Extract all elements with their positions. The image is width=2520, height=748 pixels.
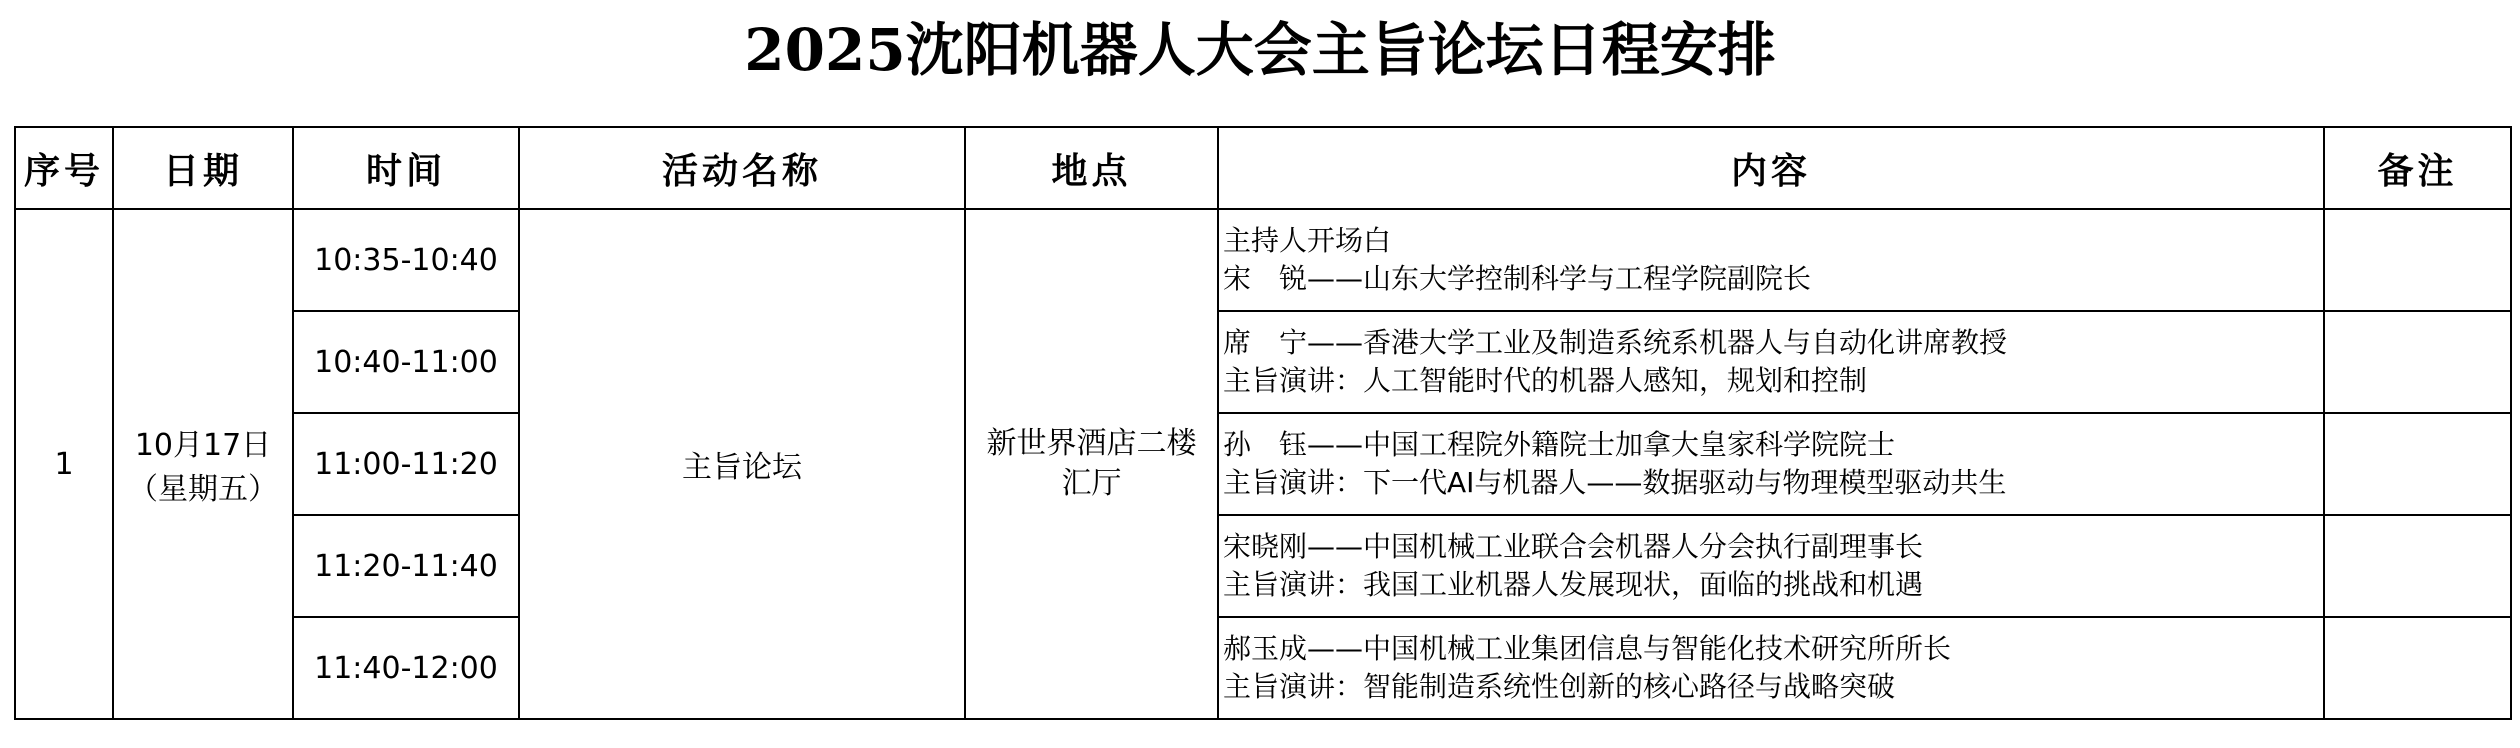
content-line: 主旨演讲：智能制造系统性创新的核心路径与战略突破 xyxy=(1223,670,1896,703)
notes-cell xyxy=(2324,413,2511,515)
header-row xyxy=(15,127,2511,209)
table-row xyxy=(15,617,2511,719)
time-cell: 11:20-11:40 xyxy=(293,515,519,617)
header-location: 地点 xyxy=(965,127,1218,209)
table-row xyxy=(15,413,2511,515)
content-cell xyxy=(1218,617,2324,719)
content-line: 主持人开场白 xyxy=(1223,224,1392,257)
table-row xyxy=(15,209,2511,311)
header-seq: 序号 xyxy=(15,127,113,209)
content-cell xyxy=(1218,209,2324,311)
time-cell: 10:35-10:40 xyxy=(293,209,519,311)
seq-cell: 1 xyxy=(15,209,113,719)
time-cell: 11:40-12:00 xyxy=(293,617,519,719)
content-line: 主旨演讲：下一代AI与机器人——数据驱动与物理模型驱动共生 xyxy=(1223,466,2007,499)
weekday-text: （星期五） xyxy=(128,472,278,507)
content-line: 宋 锐——山东大学控制科学与工程学院副院长 xyxy=(1223,262,1812,295)
time-cell: 10:40-11:00 xyxy=(293,311,519,413)
notes-cell xyxy=(2324,311,2511,413)
content-line: 主旨演讲：人工智能时代的机器人感知，规划和控制 xyxy=(1223,364,1868,397)
content-cell xyxy=(1218,413,2324,515)
content-line: 席 宁——香港大学工业及制造系统系机器人与自动化讲席教授 xyxy=(1223,326,2008,359)
content-line: 主旨演讲：我国工业机器人发展现状，面临的挑战和机遇 xyxy=(1223,568,1924,601)
header-date: 日期 xyxy=(113,127,293,209)
content-line: 孙 钰——中国工程院外籍院士加拿大皇家科学院院士 xyxy=(1223,428,1896,461)
header-activity: 活动名称 xyxy=(519,127,965,209)
header-time: 时间 xyxy=(293,127,519,209)
header-content: 内容 xyxy=(1218,127,2324,209)
content-line: 郝玉成——中国机械工业集团信息与智能化技术研究所所长 xyxy=(1223,632,1952,665)
header-notes: 备注 xyxy=(2324,127,2511,209)
content-line: 宋晓刚——中国机械工业联合会机器人分会执行副理事长 xyxy=(1223,530,1924,563)
content-cell xyxy=(1218,515,2324,617)
content-cell xyxy=(1218,311,2324,413)
notes-cell xyxy=(2324,617,2511,719)
date-text: 10月17日 xyxy=(134,428,272,463)
date-cell xyxy=(113,209,293,719)
table-row xyxy=(15,515,2511,617)
notes-cell xyxy=(2324,209,2511,311)
table-row xyxy=(15,311,2511,413)
schedule-table xyxy=(14,126,2512,720)
page-title: 2025沈阳机器人大会主旨论坛日程安排 xyxy=(744,16,1776,84)
time-cell: 11:00-11:20 xyxy=(293,413,519,515)
notes-cell xyxy=(2324,515,2511,617)
location-cell: 新世界酒店二楼汇厅 xyxy=(965,209,1218,719)
activity-cell: 主旨论坛 xyxy=(519,209,965,719)
